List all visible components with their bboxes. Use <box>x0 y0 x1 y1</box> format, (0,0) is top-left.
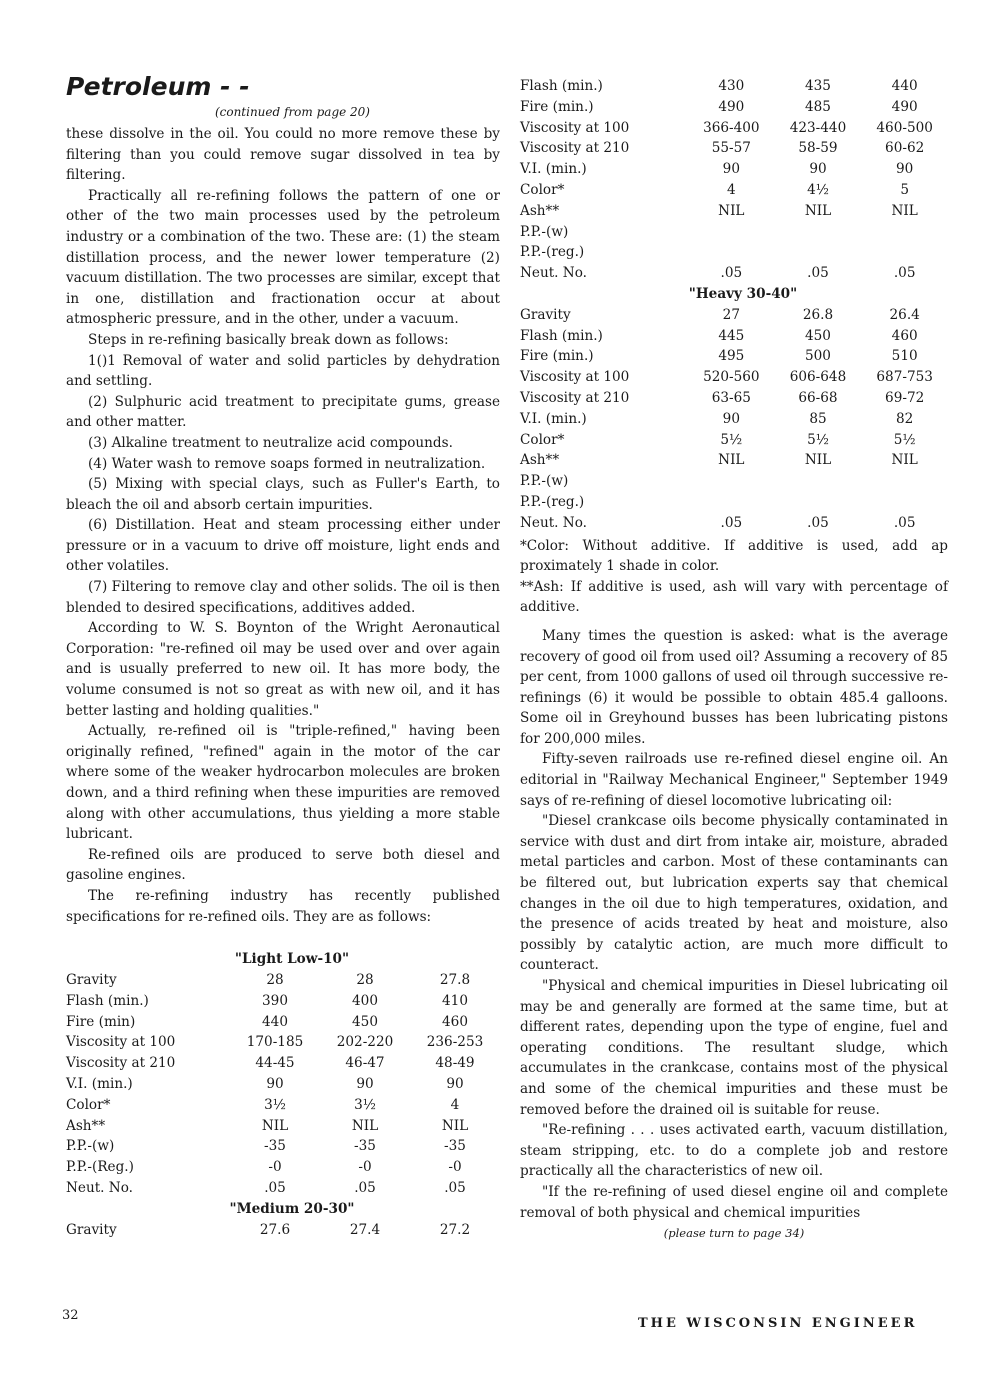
spec-value: 44-45 <box>255 1055 295 1072</box>
spec-value: 445 <box>718 327 745 344</box>
spec-value: 460 <box>891 327 918 344</box>
spec-row <box>66 1095 500 1116</box>
paragraph: Practically all re-refining follows the pattern of one or other of the two main processes used by the petroleum industry or a combination of the two. These are: (1) the steam distillation process, and the newer lower temperature (2) vacuum distillation. The two processes are similar, except that in one, distillation and fractionation occur at about atmospheric pressure, and in the other, under a vacuum. <box>66 187 500 328</box>
spec-value: -35 <box>354 1138 376 1155</box>
spec-label: Fire (min.) <box>520 348 594 365</box>
paragraph: Re-refined oils are produced to serve both diesel and gasoline engines. <box>66 846 500 884</box>
paragraph: According to W. S. Boynton of the Wright Aeronautical Corporation: "re-refined oil may be used over and over again and is usually preferred to new oil. It has more body, the volume consumed is not so great as with new oil, and it has better lasting and holding qualities." <box>66 620 500 719</box>
spec-value: NIL <box>441 1117 469 1134</box>
spec-value: 440 <box>262 1013 288 1030</box>
spec-value <box>688 222 775 243</box>
spec-row <box>66 1116 500 1137</box>
spec-value: 687-753 <box>876 369 933 386</box>
spec-row <box>520 222 948 243</box>
spec-row <box>520 513 948 534</box>
spec-row <box>66 1012 500 1033</box>
spec-value <box>861 492 948 513</box>
spec-value: 46-47 <box>345 1055 385 1072</box>
spec-label: Color* <box>66 1096 111 1113</box>
spec-row <box>66 1032 500 1053</box>
spec-label: Flash (min.) <box>66 992 149 1009</box>
spec-label: Fire (min) <box>66 1013 136 1030</box>
footnote: *Color: Without additive. If additive is used, add ap proximately 1 shade in color. <box>520 537 948 575</box>
left-column <box>66 72 500 1240</box>
paragraph: "If the re-refining of used diesel engine oil and complete removal of both physical and chemical impurities <box>520 1183 948 1221</box>
spec-value: 69-72 <box>885 389 925 406</box>
spec-row <box>66 970 500 991</box>
right-body-text <box>520 626 948 1223</box>
spec-row <box>520 367 948 388</box>
spec-label: Gravity <box>66 971 117 988</box>
spec-value: 66-68 <box>798 389 838 406</box>
paragraph: Steps in re-refining basically break down as follows: <box>88 331 449 348</box>
spec-value: 450 <box>352 1013 378 1030</box>
spec-value <box>688 492 775 513</box>
spec-value: 55-57 <box>711 140 751 157</box>
spec-value: 500 <box>805 348 831 365</box>
spec-value: 48-49 <box>435 1055 475 1072</box>
spec-value: 5½ <box>807 431 829 448</box>
spec-value: 5½ <box>893 431 916 448</box>
spec-row <box>66 1157 500 1178</box>
grade-heading: "Medium 20-30" <box>229 1200 355 1217</box>
spec-value: 90 <box>809 161 827 178</box>
spec-label: V.I. (min.) <box>66 1075 133 1092</box>
spec-row <box>520 388 948 409</box>
spec-value: NIL <box>261 1117 289 1134</box>
spec-value: .05 <box>264 1179 286 1196</box>
spec-value: 58-59 <box>798 140 838 157</box>
spec-value: 90 <box>266 1075 284 1092</box>
spec-value: .05 <box>354 1179 376 1196</box>
grade-heading: "Heavy 30-40" <box>688 285 798 302</box>
paragraph: The re-refining industry has recently published specifications for re-refined oils. They are as follows: <box>66 887 500 925</box>
spec-label: Ash** <box>520 202 560 219</box>
spec-value: 27.6 <box>259 1221 291 1238</box>
spec-label: Viscosity at 210 <box>66 1055 176 1072</box>
spec-row <box>66 1074 500 1095</box>
footnote: **Ash: If additive is used, ash will vary with percentage of additive. <box>520 578 948 616</box>
paragraph: (2) Sulphuric acid treatment to precipitate gums, grease and other matter. <box>66 393 500 431</box>
spec-label: Gravity <box>66 1221 117 1238</box>
paragraph: (3) Alkaline treatment to neutralize acid compounds. <box>88 434 453 451</box>
spec-value: 366-400 <box>703 119 760 136</box>
spec-value: .05 <box>893 265 916 282</box>
spec-value: 490 <box>891 98 918 115</box>
table-footnotes <box>520 536 948 618</box>
grade-heading-row <box>66 949 500 970</box>
spec-value: 27 <box>722 306 740 323</box>
spec-value: .05 <box>720 514 743 531</box>
spec-value <box>688 242 775 263</box>
spec-value: -0 <box>358 1159 372 1176</box>
spec-label: Viscosity at 210 <box>520 140 630 157</box>
spec-label: Neut. No. <box>520 265 587 282</box>
spec-label: Viscosity at 210 <box>520 389 630 406</box>
spec-value: 60-62 <box>885 140 925 157</box>
spec-value: .05 <box>893 514 916 531</box>
spec-row <box>66 1136 500 1157</box>
paragraph: "Physical and chemical impurities in Diesel lubricating oil may be and generally are formed at the same time, but at different rates, depending upon the type of engine, fuel and operating conditions. The resultant sludge, which accumulates in the crankcase, contains most of the physical and some of the chemical impurities and these must be removed before the drained oil is suitable for reuse. <box>520 978 948 1118</box>
spec-value: 27.2 <box>439 1221 471 1238</box>
paragraph: (4) Water wash to remove soaps formed in neutralization. <box>88 455 486 472</box>
spec-value: 3½ <box>354 1096 376 1113</box>
spec-row <box>520 159 948 180</box>
spec-value: .05 <box>720 265 743 282</box>
spec-value: 63-65 <box>711 389 751 406</box>
article-title: Petroleum - - <box>66 72 250 101</box>
spec-row <box>520 180 948 201</box>
spec-label: Gravity <box>520 306 571 323</box>
paragraph: "Diesel crankcase oils become physically contaminated in service with dust and dirt from intake air, moisture, abraded metal particles and carbon. Most of these contaminants can be filtered out, but lubrication experts say that chemical changes in the oil due to high temperatures, oxidation, and the presence of acids treated by heat and moisture, also possibly by catalytic action, are much more difficult to counteract. <box>520 813 948 974</box>
spec-value: .05 <box>444 1179 466 1196</box>
spec-value: 26.8 <box>802 306 834 323</box>
spec-row <box>520 409 948 430</box>
spec-row <box>520 450 948 471</box>
spec-label: P.P.-(w) <box>520 473 569 490</box>
spec-value <box>861 242 948 263</box>
spec-row <box>520 305 948 326</box>
spec-value: 170-185 <box>246 1034 304 1051</box>
spec-row <box>66 991 500 1012</box>
paragraph: Fifty-seven railroads use re-refined diesel engine oil. An editorial in "Railway Mechanical Engineer," September 1949 says of re-refining of diesel locomotive lubricating oil: <box>520 751 948 809</box>
spec-value: NIL <box>804 202 832 219</box>
spec-value: 5 <box>900 181 909 198</box>
continued-note: (continued from page 20) <box>214 105 370 119</box>
paragraph: Actually, re-refined oil is "triple-refined," having been originally refined, "refined" again in the motor of the car where some of the weaker hydrocarbon molecules are broken down, and a third refining when these impurities are removed along with other accumulations, thus yielding a more stable lubricant. <box>66 723 500 843</box>
spec-row <box>520 471 948 492</box>
spec-value: 410 <box>442 992 468 1009</box>
spec-label: Viscosity at 100 <box>66 1034 176 1051</box>
spec-value: 90 <box>896 161 914 178</box>
paragraph: "Re-refining . . . uses activated earth, vacuum distillation, steam stripping, etc. to do a complete job and restore practically all the characteristics of new oil. <box>520 1122 948 1180</box>
spec-label: Flash (min.) <box>520 327 603 344</box>
grade-heading: "Light Low-10" <box>234 951 350 968</box>
spec-value: 28 <box>266 971 284 988</box>
spec-row <box>520 76 948 97</box>
spec-row <box>520 346 948 367</box>
paragraph: Many times the question is asked: what is the average recovery of good oil from used oil? Assuming a recovery of 85 per cent, from 1000 gallons of used oil through successive re-refinings (6) it would be possible to obtain 485.4 galloons. Some oil in Greyhound busses has been lubricating pistons for 200,000 miles. <box>520 627 948 747</box>
paragraph: (7) Filtering to remove clay and other solids. The oil is then blended to desired specifications, additives added. <box>66 579 500 616</box>
spec-value: 490 <box>718 98 745 115</box>
spec-value: 460-500 <box>876 119 933 136</box>
spec-label: V.I. (min.) <box>520 161 587 178</box>
turn-page-note: (please turn to page 34) <box>663 1226 805 1241</box>
spec-value: 435 <box>805 78 831 94</box>
spec-label: Flash (min.) <box>520 78 603 94</box>
spec-value: 90 <box>356 1075 374 1092</box>
spec-table-light-medium <box>66 949 500 1240</box>
spec-value: 495 <box>718 348 745 365</box>
spec-value: NIL <box>891 452 918 469</box>
spec-row <box>520 201 948 222</box>
spec-label: Neut. No. <box>66 1179 133 1196</box>
spec-label: Color* <box>520 181 565 198</box>
spec-value: NIL <box>718 202 745 219</box>
spec-value: 606-648 <box>789 369 847 386</box>
spec-value <box>775 222 862 243</box>
spec-value: NIL <box>351 1117 379 1134</box>
spec-label: Ash** <box>66 1117 106 1134</box>
spec-value: 400 <box>352 992 378 1009</box>
spec-value: -0 <box>268 1159 282 1176</box>
paragraph: (6) Distillation. Heat and steam processing either under pressure or in a vacuum to drive off moisture, light ends and other volatiles. <box>66 517 500 575</box>
spec-value: 85 <box>809 410 827 427</box>
right-column <box>520 76 948 1241</box>
spec-label: V.I. (min.) <box>520 410 587 427</box>
spec-value <box>775 492 862 513</box>
spec-value: 460 <box>442 1013 468 1030</box>
spec-value: 510 <box>891 348 918 365</box>
spec-value: -35 <box>444 1138 466 1155</box>
spec-value <box>861 471 948 492</box>
spec-value: .05 <box>807 514 829 531</box>
spec-row <box>520 263 948 284</box>
spec-value: 5½ <box>720 431 743 448</box>
spec-value: 450 <box>805 327 831 344</box>
spec-value: 430 <box>718 78 745 94</box>
spec-value: 4½ <box>807 181 829 198</box>
spec-row <box>520 138 948 159</box>
spec-label: P.P.-(w) <box>66 1138 115 1155</box>
spec-value: 440 <box>891 78 918 94</box>
spec-row <box>520 430 948 451</box>
spec-value: 27.4 <box>349 1221 381 1238</box>
spec-row <box>520 118 948 139</box>
spec-label: P.P.-(reg.) <box>520 244 585 261</box>
spec-value: 236-253 <box>426 1034 484 1051</box>
spec-value: 202-220 <box>336 1034 394 1051</box>
spec-value: 520-560 <box>703 369 760 386</box>
spec-label: Neut. No. <box>520 514 587 531</box>
spec-row <box>520 492 948 513</box>
paragraph: these dissolve in the oil. You could no more remove these by filtering than you could remove sugar dissolved in tea by filtering. <box>66 126 500 184</box>
spec-label: P.P.-(w) <box>520 223 569 240</box>
spec-row <box>66 1053 500 1074</box>
spec-value: 28 <box>356 971 374 988</box>
spec-value: 26.4 <box>889 306 920 323</box>
spec-row <box>66 1178 500 1199</box>
spec-value <box>775 242 862 263</box>
spec-value <box>688 471 775 492</box>
grade-heading-row <box>520 284 948 305</box>
spec-table-medium-heavy <box>520 76 948 534</box>
spec-label: P.P.-(Reg.) <box>66 1159 134 1176</box>
spec-value: 4 <box>450 1096 460 1113</box>
paragraph: 1()1 Removal of water and solid particles by dehydration and settling. <box>66 352 500 390</box>
spec-value <box>775 471 862 492</box>
magazine-name: THE WISCONSIN ENGINEER <box>638 1316 918 1331</box>
spec-value: NIL <box>718 452 745 469</box>
paragraph: (5) Mixing with special clays, such as Fuller's Earth, to bleach the oil and absorb certain impurities. <box>66 476 500 513</box>
spec-row <box>520 242 948 263</box>
spec-value: NIL <box>804 452 832 469</box>
spec-value: NIL <box>891 202 918 219</box>
spec-label: Viscosity at 100 <box>520 119 630 136</box>
spec-value: -0 <box>448 1159 462 1176</box>
spec-label: Ash** <box>520 452 560 469</box>
page-number: 32 <box>62 1308 79 1323</box>
spec-value: 90 <box>722 410 740 427</box>
spec-row <box>66 1220 500 1241</box>
spec-row <box>520 97 948 118</box>
spec-value: 90 <box>722 161 740 178</box>
spec-value: 90 <box>446 1075 464 1092</box>
left-body-text <box>66 124 500 927</box>
spec-value: 4 <box>727 181 736 198</box>
spec-label: Viscosity at 100 <box>520 369 630 386</box>
spec-value: 82 <box>896 410 914 427</box>
spec-row <box>520 326 948 347</box>
grade-heading-row <box>66 1199 500 1220</box>
spec-value: 27.8 <box>439 971 471 988</box>
spec-value: 3½ <box>264 1096 286 1113</box>
spec-label: Color* <box>520 431 565 448</box>
spec-label: P.P.-(reg.) <box>520 493 585 510</box>
spec-value <box>861 222 948 243</box>
spec-value: 485 <box>805 98 831 115</box>
spec-value: 390 <box>262 992 288 1009</box>
spec-value: 423-440 <box>789 119 847 136</box>
spec-label: Fire (min.) <box>520 98 594 115</box>
spec-value: .05 <box>807 265 829 282</box>
spec-value: -35 <box>264 1138 286 1155</box>
